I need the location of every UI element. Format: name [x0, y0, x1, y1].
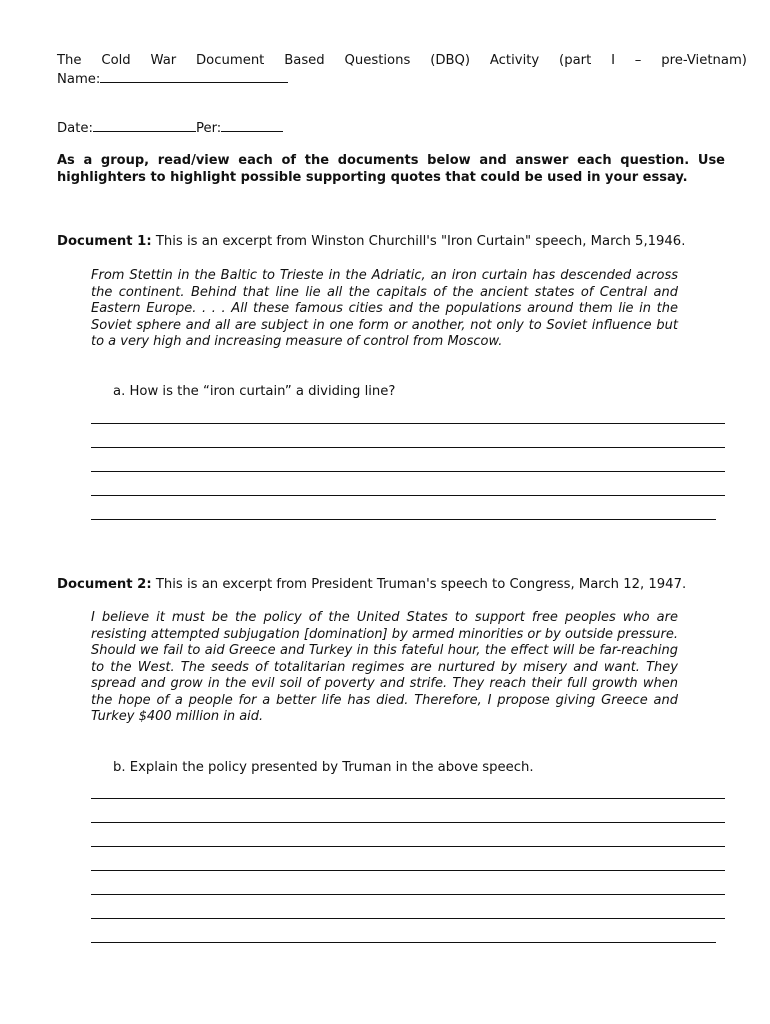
document-2-label: Document 2: [57, 577, 152, 592]
answer-line[interactable] [91, 471, 725, 472]
title-word: Activity [489, 53, 540, 68]
title-word: Based [284, 53, 325, 68]
answer-line[interactable] [91, 846, 725, 847]
title-word: Document [196, 53, 265, 68]
title-word: War [150, 53, 177, 68]
question-a: a. How is the “iron curtain” a dividing line? [113, 384, 396, 399]
answer-line[interactable] [91, 495, 725, 496]
instructions: As a group, read/view each of the documents below and answer each question. Use highlighters to highlight possible supporting quotes that could be used in your essay. [57, 153, 725, 185]
title-word: (DBQ) [430, 53, 471, 68]
document-2-heading [57, 577, 686, 592]
date-blank[interactable] [93, 119, 196, 132]
title-word: Questions [344, 53, 411, 68]
question-b: b. Explain the policy presented by Truman in the above speech. [113, 760, 534, 775]
document-1-label: Document 1: [57, 234, 152, 249]
answer-line[interactable] [91, 894, 725, 895]
name-row [57, 70, 288, 87]
answer-line[interactable] [91, 942, 716, 943]
document-2-quote: I believe it must be the policy of the United States to support free peoples who are resisting attempted subjugation [domination] by armed minorities or by outside pressure. Should we fail to aid Greece and Turkey in this fateful hour, the effect will be far-reaching to the West. The seeds of totalitarian regimes are nurtured by misery and want. They spread and grow in the evil soil of poverty and strife. They reach their full growth when the hope of a people for a better life has died. Therefore, I propose giving Greece and Turkey $400 million in aid. [91, 610, 678, 724]
answer-line[interactable] [91, 918, 725, 919]
answer-line[interactable] [91, 519, 716, 520]
document-1-heading [57, 234, 685, 249]
date-row [57, 119, 283, 136]
answer-line[interactable] [91, 798, 725, 799]
date-label: Date: [57, 121, 93, 136]
worksheet-title [57, 53, 747, 68]
document-1-intro: This is an excerpt from Winston Churchill's "Iron Curtain" speech, March 5,1946. [155, 234, 686, 249]
title-word: I [611, 53, 615, 68]
answer-line[interactable] [91, 870, 725, 871]
period-label: Per: [195, 121, 222, 136]
answer-line[interactable] [91, 822, 725, 823]
name-blank[interactable] [100, 70, 288, 83]
document-1-quote: From Stettin in the Baltic to Trieste in the Adriatic, an iron curtain has descended across the continent. Behind that line lie all the capitals of the ancient states of Central and Eastern Europe. . . . All these famous cities and the populations around them lie in the Soviet sphere and all are subject in one form or another, not only to Soviet influence but to a very high and increasing measure of control from Moscow. [91, 268, 678, 349]
title-word: The [57, 53, 82, 68]
title-word: (part [559, 53, 592, 68]
title-word: Cold [101, 53, 131, 68]
name-label: Name: [57, 72, 101, 87]
document-2-intro: This is an excerpt from President Truman's speech to Congress, March 12, 1947. [155, 577, 687, 592]
title-word: – [634, 53, 642, 68]
title-word: pre-Vietnam) [661, 53, 747, 68]
answer-line[interactable] [91, 447, 725, 448]
answer-line[interactable] [91, 423, 725, 424]
period-blank[interactable] [221, 119, 283, 132]
